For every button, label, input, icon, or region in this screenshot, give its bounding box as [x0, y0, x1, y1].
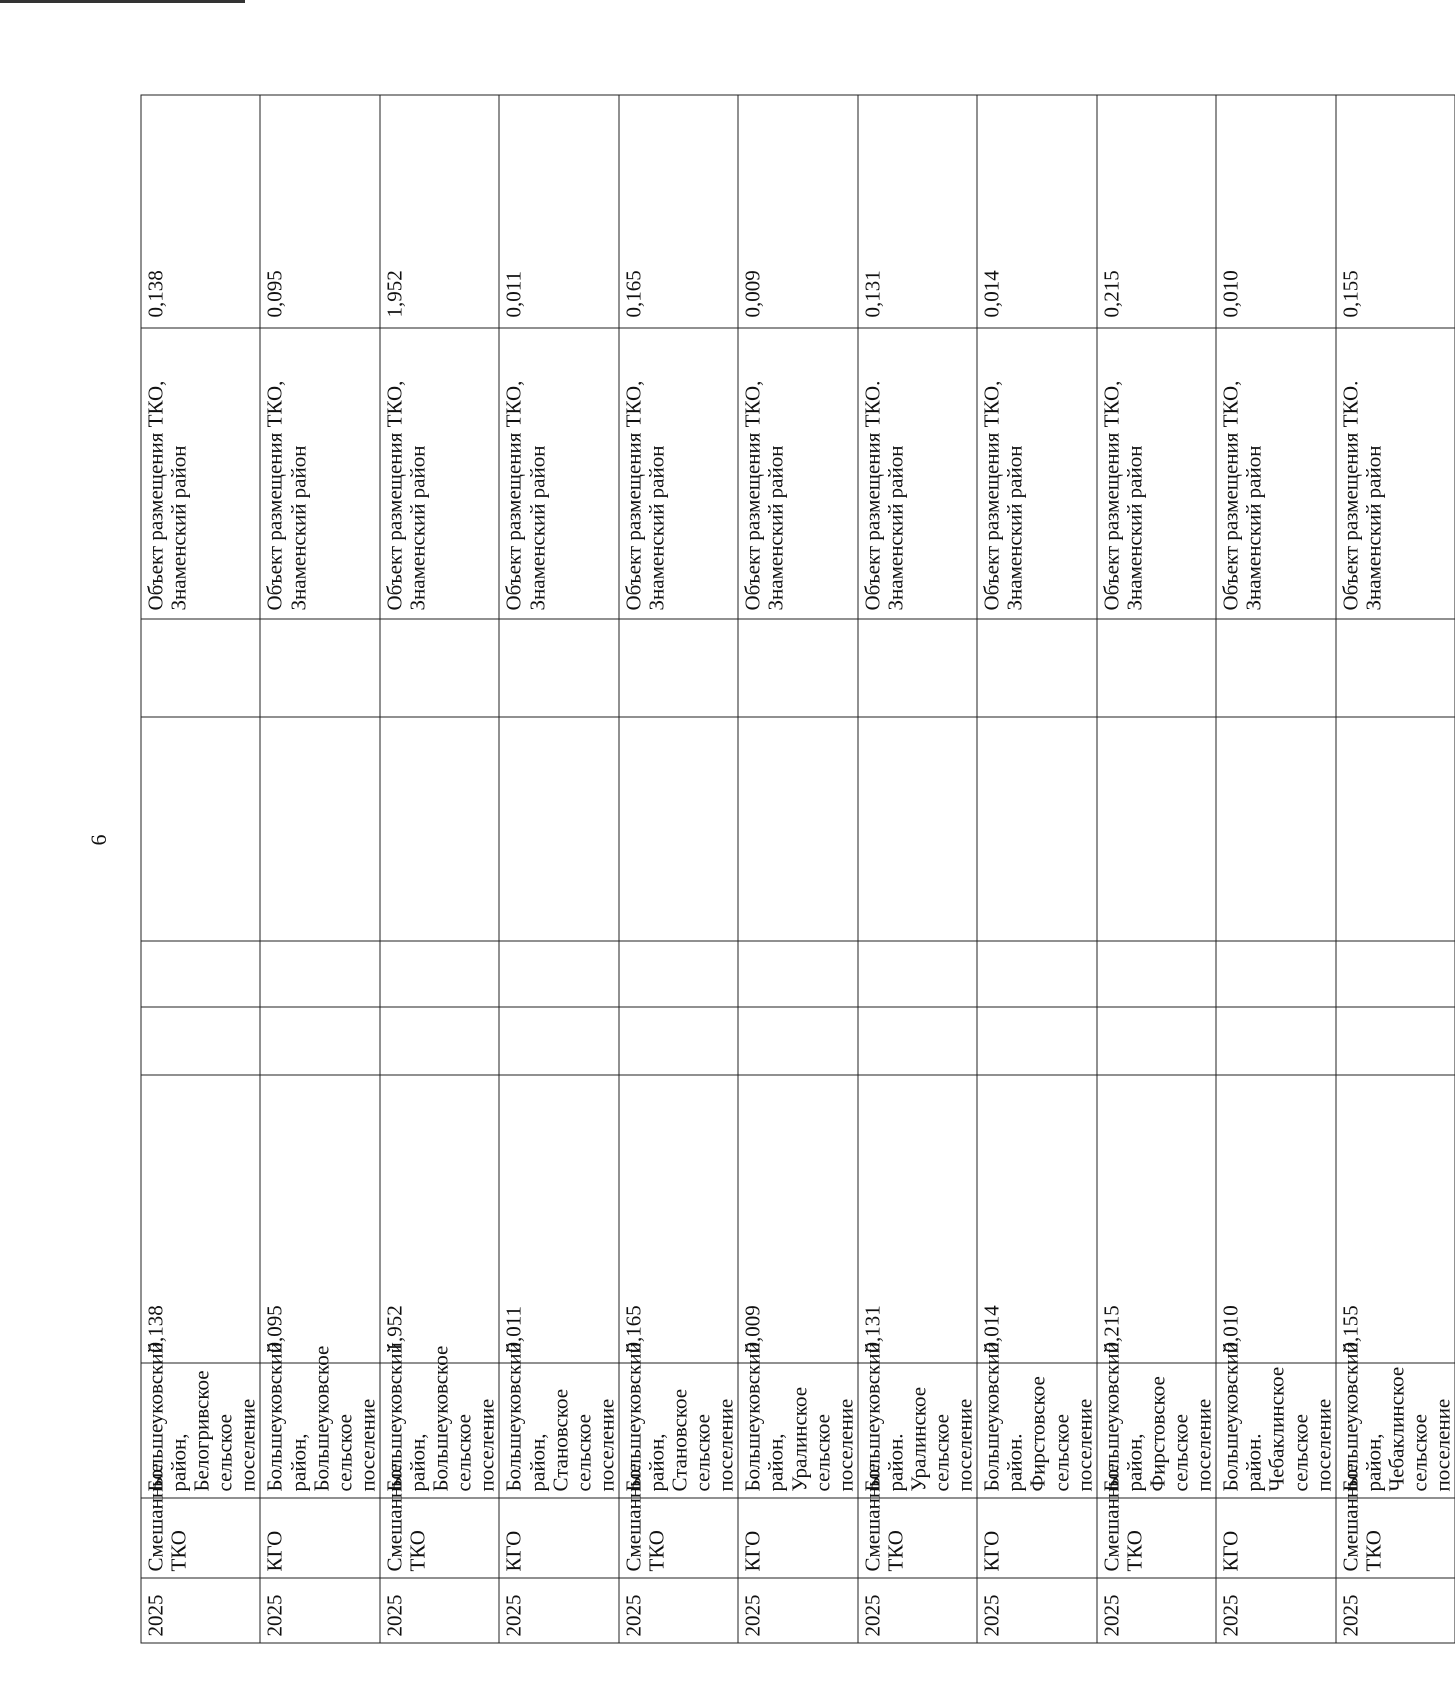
- location-cell: Большеуковский район, Чебаклинское сельское поселение: [1335, 1363, 1454, 1498]
- amount-cell: 0,138: [141, 1075, 260, 1363]
- empty-cell: [499, 717, 618, 941]
- table-row: [260, 95, 379, 1643]
- empty-cell: [977, 717, 1096, 941]
- location-cell: Большеуковский район, Белогривское сельское поселение: [141, 1363, 260, 1498]
- year-cell: 2025: [857, 1578, 976, 1643]
- waste-type-cell: КГО: [499, 1498, 618, 1578]
- amount-cell: 0,095: [260, 1075, 379, 1363]
- empty-cell: [857, 619, 976, 717]
- amount-cell: 0,014: [977, 1075, 1096, 1363]
- destination-cell: Объект размещения ТКО, Знаменский район: [618, 328, 737, 619]
- amount-cell: 0,009: [738, 1075, 857, 1363]
- waste-type-cell: Смешанные ТКО: [1335, 1498, 1454, 1578]
- location-cell: Большеуковский район, Становское сельское поселение: [618, 1363, 737, 1498]
- table-row: [141, 95, 260, 1643]
- empty-cell: [977, 1007, 1096, 1075]
- empty-cell: [260, 619, 379, 717]
- destination-amount-cell: 0,131: [857, 95, 976, 328]
- location-cell: Большеуковский район, Фирстовское сельское поселение: [1096, 1363, 1215, 1498]
- empty-cell: [1335, 1007, 1454, 1075]
- destination-cell: Объект размещения ТКО, Знаменский район: [738, 328, 857, 619]
- page-number: 6: [86, 834, 111, 846]
- year-cell: 2025: [379, 1578, 498, 1643]
- year-cell: 2025: [977, 1578, 1096, 1643]
- empty-cell: [977, 619, 1096, 717]
- empty-cell: [857, 717, 976, 941]
- empty-cell: [379, 941, 498, 1007]
- destination-cell: Объект размещения ТКО. Знаменский район: [1335, 328, 1454, 619]
- year-cell: 2025: [618, 1578, 737, 1643]
- empty-cell: [618, 1007, 737, 1075]
- destination-amount-cell: 0,009: [738, 95, 857, 328]
- destination-cell: Объект размещения ТКО. Знаменский район: [857, 328, 976, 619]
- destination-cell: Объект размещения ТКО, Знаменский район: [141, 328, 260, 619]
- empty-cell: [260, 941, 379, 1007]
- destination-amount-cell: 0,138: [141, 95, 260, 328]
- empty-cell: [1335, 619, 1454, 717]
- empty-cell: [857, 1007, 976, 1075]
- destination-amount-cell: 0,010: [1216, 95, 1335, 328]
- waste-type-cell: КГО: [738, 1498, 857, 1578]
- empty-cell: [1335, 717, 1454, 941]
- empty-cell: [618, 619, 737, 717]
- empty-cell: [499, 1007, 618, 1075]
- table-row: [1216, 95, 1335, 1643]
- empty-cell: [738, 619, 857, 717]
- empty-cell: [738, 717, 857, 941]
- empty-cell: [1096, 1007, 1215, 1075]
- year-cell: 2025: [1216, 1578, 1335, 1643]
- empty-cell: [379, 717, 498, 941]
- location-cell: Большеуковский район. Уралинское сельское поселение: [857, 1363, 976, 1498]
- destination-cell: Объект размещения ТКО, Знаменский район: [260, 328, 379, 619]
- destination-amount-cell: 1,952: [379, 95, 498, 328]
- year-cell: 2025: [1335, 1578, 1454, 1643]
- empty-cell: [738, 941, 857, 1007]
- destination-amount-cell: 0,165: [618, 95, 737, 328]
- empty-cell: [141, 941, 260, 1007]
- year-cell: 2025: [1096, 1578, 1215, 1643]
- year-cell: 2025: [499, 1578, 618, 1643]
- destination-cell: Объект размещения ТКО, Знаменский район: [499, 328, 618, 619]
- waste-type-cell: КГО: [977, 1498, 1096, 1578]
- empty-cell: [1216, 717, 1335, 941]
- empty-cell: [260, 1007, 379, 1075]
- destination-amount-cell: 0,155: [1335, 95, 1454, 328]
- location-cell: Большеуковский район, Большеуковское сельское поселение: [379, 1363, 498, 1498]
- waste-type-cell: Смешанные ТКО: [379, 1498, 498, 1578]
- destination-amount-cell: 0,215: [1096, 95, 1215, 328]
- destination-cell: Объект размещения ТКО, Знаменский район: [1216, 328, 1335, 619]
- table-row: [857, 95, 976, 1643]
- table-body: [141, 95, 1455, 1643]
- waste-type-cell: Смешанные ТКО: [618, 1498, 737, 1578]
- location-cell: Большеуковский район, Становское сельское поселение: [499, 1363, 618, 1498]
- location-cell: Большеуковский район. Фирстовское сельское поселение: [977, 1363, 1096, 1498]
- location-cell: Большеуковский район, Уралинское сельское поселение: [738, 1363, 857, 1498]
- year-cell: 2025: [141, 1578, 260, 1643]
- empty-cell: [141, 1007, 260, 1075]
- amount-cell: 0,131: [857, 1075, 976, 1363]
- year-cell: 2025: [738, 1578, 857, 1643]
- waste-table: [140, 94, 1455, 1643]
- table-row: [738, 95, 857, 1643]
- destination-amount-cell: 0,014: [977, 95, 1096, 328]
- amount-cell: 0,215: [1096, 1075, 1215, 1363]
- destination-amount-cell: 0,095: [260, 95, 379, 328]
- empty-cell: [379, 1007, 498, 1075]
- empty-cell: [141, 717, 260, 941]
- empty-cell: [499, 619, 618, 717]
- waste-type-cell: Смешанные ТКО: [857, 1498, 976, 1578]
- destination-cell: Объект размещения ТКО, Знаменский район: [977, 328, 1096, 619]
- empty-cell: [618, 941, 737, 1007]
- table-row: [1335, 95, 1454, 1643]
- table-container: [140, 95, 1455, 1643]
- empty-cell: [1096, 941, 1215, 1007]
- empty-cell: [260, 717, 379, 941]
- amount-cell: 0,011: [499, 1075, 618, 1363]
- empty-cell: [977, 941, 1096, 1007]
- location-cell: Большеуковский район, Большеуковское сельское поселение: [260, 1363, 379, 1498]
- table-row: [977, 95, 1096, 1643]
- destination-amount-cell: 0,011: [499, 95, 618, 328]
- scan-top-rule: [0, 0, 245, 3]
- table-row: [618, 95, 737, 1643]
- empty-cell: [618, 717, 737, 941]
- destination-cell: Объект размещения ТКО, Знаменский район: [379, 328, 498, 619]
- amount-cell: 0,010: [1216, 1075, 1335, 1363]
- empty-cell: [1096, 619, 1215, 717]
- amount-cell: 1,952: [379, 1075, 498, 1363]
- table-row: [379, 95, 498, 1643]
- empty-cell: [1216, 619, 1335, 717]
- empty-cell: [499, 941, 618, 1007]
- amount-cell: 0,155: [1335, 1075, 1454, 1363]
- destination-cell: Объект размещения ТКО, Знаменский район: [1096, 328, 1215, 619]
- location-cell: Большеуковский район. Чебаклинское сельское поселение: [1216, 1363, 1335, 1498]
- year-cell: 2025: [260, 1578, 379, 1643]
- empty-cell: [738, 1007, 857, 1075]
- empty-cell: [1335, 941, 1454, 1007]
- empty-cell: [379, 619, 498, 717]
- waste-type-cell: КГО: [1216, 1498, 1335, 1578]
- waste-type-cell: Смешанные ТКО: [141, 1498, 260, 1578]
- waste-type-cell: Смешанные ТКО: [1096, 1498, 1215, 1578]
- amount-cell: 0,165: [618, 1075, 737, 1363]
- empty-cell: [1216, 1007, 1335, 1075]
- empty-cell: [1216, 941, 1335, 1007]
- waste-type-cell: КГО: [260, 1498, 379, 1578]
- table-row: [1096, 95, 1215, 1643]
- empty-cell: [857, 941, 976, 1007]
- empty-cell: [141, 619, 260, 717]
- table-row: [499, 95, 618, 1643]
- empty-cell: [1096, 717, 1215, 941]
